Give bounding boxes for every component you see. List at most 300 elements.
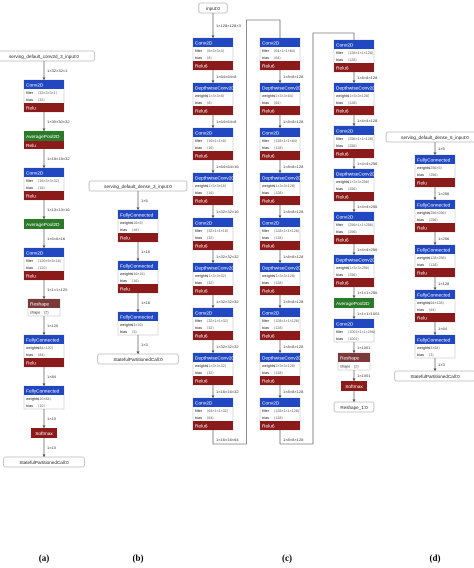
panel-c-col2-layer-4-param-1-value: ⟨128⟩: [274, 236, 283, 240]
panel-c-col3-edge-0-label: 1×8×8×128: [357, 75, 378, 80]
panel-d-edge-3-arrowhead: [434, 288, 437, 291]
panel-c-col1-layer-8-param-0-name: filter: [195, 409, 203, 413]
panel-a-layer-5-shape-value: {2}: [44, 310, 49, 315]
panel-c-col3-layer-0-param-0-value: ⟨128×1×1×128⟩: [348, 51, 374, 55]
panel-c-col1-layer-5-param-0-value: ⟨1×3×3×32⟩: [207, 274, 227, 278]
panel-c-col3-edge-0-arrowhead: [353, 81, 356, 84]
panel-a-layer-4-param-1-value: ⟨120⟩: [38, 266, 47, 270]
panel-b-edge-0-arrowhead: [137, 208, 140, 211]
panel-c-col2-edge-7-label: 1×8×8×128: [283, 389, 304, 394]
panel-d-layer-3-param-1-name: bias: [417, 308, 424, 312]
panel-c-col3-edge-2-label: 1×4×4×256: [357, 161, 378, 166]
panel-b-layer-1-title: FullyConnected: [120, 264, 154, 270]
panel-c-col2-edge-4-arrowhead: [279, 261, 282, 264]
panel-c-col2-layer-2-activation-label: Relu6: [262, 154, 275, 160]
panel-c-col1-layer-1-title: DepthwiseConv2D: [195, 86, 235, 92]
panel-c-col3-edge-6-label: 1×1×1×1001: [357, 311, 380, 316]
panel-c-col1-edge-3-arrowhead: [212, 216, 215, 219]
panel-a-layer-4-param-0-name: filter: [26, 259, 34, 263]
panel-c-col1-layer-2-activation-label: Relu6: [195, 154, 208, 160]
panel-c-col3-layer-5-param-1-name: bias: [336, 273, 343, 277]
panel-c-col1-edge-4-arrowhead: [212, 261, 215, 264]
panel-b-layer-2-param-0-name: weights: [120, 323, 133, 327]
panel-b-layer-2-param-1-value: ⟨3⟩: [132, 330, 137, 334]
panel-c-col1-layer-7-activation-label: Relu6: [195, 379, 208, 385]
panel-d-layer-1-title: FullyConnected: [417, 203, 451, 209]
panel-c-col3-layer-4-activation-label: Relu6: [336, 238, 349, 244]
panel-a-edge-8-label: 1×10: [47, 416, 57, 421]
panel-c-col3-layer-5-param-1-value: ⟨256⟩: [348, 273, 357, 277]
panel-c-col2-edge-1-label: 1×8×8×128: [283, 119, 304, 124]
panel-d-layer-0-param-1-value: ⟨256⟩: [429, 173, 438, 177]
panel-a-layer-7-param-0-name: weights: [26, 397, 39, 401]
panel-c-col1-layer-0-param-0-value: ⟨8×3×3×3⟩: [207, 49, 225, 53]
panel-a-layer-4-param-0-value: ⟨120×5×5×16⟩: [38, 259, 62, 263]
panel-c-col3-layer-0-param-1-value: ⟨128⟩: [348, 58, 357, 62]
panel-c-col2-layer-4-param-0-name: filter: [262, 229, 270, 233]
panel-a-layer-6-title: FullyConnected: [26, 338, 60, 344]
panel-c-col1-layer-0-activation-label: Relu6: [195, 64, 208, 70]
panel-b-layer-1-param-0-name: weights: [120, 272, 133, 276]
panel-c-col1-layer-4-param-1-value: ⟨32⟩: [207, 236, 214, 240]
panel-c-col3-layer-5-title: DepthwiseConv2D: [336, 258, 376, 264]
panel-a-edge-3-arrowhead: [43, 217, 46, 220]
panel-c-col2-layer-7-param-1-name: bias: [262, 371, 269, 375]
panel-a-edge-2-arrowhead: [43, 166, 46, 169]
panel-c-col1-layer-6-param-0-value: ⟨32×1×1×32⟩: [207, 319, 229, 323]
panel-a-edge-5-label: 1×1×1×120: [47, 287, 68, 292]
panel-c-col2-layer-0-title: Conv2D: [262, 41, 280, 47]
panel-a-layer-7-param-0-value: ⟨10×84⟩: [38, 397, 51, 401]
panel-c-col1-edge-7-label: 1×16×16×32: [216, 389, 239, 394]
panel-c-col2-layer-2-param-1-name: bias: [262, 146, 269, 150]
panel-c-col3-layer-8-shape-name: shape: [340, 364, 351, 369]
panel-d-edge-2-arrowhead: [434, 243, 437, 246]
panel-d-layer-2-param-1-name: bias: [417, 263, 424, 267]
panel-b-edge-1-arrowhead: [137, 259, 140, 262]
panel-c-col2-layer-0-param-1-name: bias: [262, 56, 269, 60]
panel-b-layer-0-activation-label: Relu: [120, 236, 130, 242]
panel-c-col3-layer-1-title: DepthwiseConv2D: [336, 86, 376, 92]
panel-a-layer-7-param-1-value: ⟨10⟩: [38, 404, 45, 408]
panel-c-input-text: input:0: [206, 6, 220, 11]
panel-c-col2-layer-6-param-0-value: ⟨128×1×1×128⟩: [274, 319, 300, 323]
panel-a-layer-0-title: Conv2D: [26, 83, 44, 89]
panel-a-edge-out-arrowhead: [43, 455, 46, 458]
panel-d-edge-1-arrowhead: [434, 198, 437, 201]
panel-c-col3-layer-2-activation-label: Relu6: [336, 152, 349, 158]
panel-c-col1-edge-0-arrowhead: [212, 81, 215, 84]
panel-c-col1-layer-4-activation-label: Relu6: [195, 244, 208, 250]
panel-a-edge-4-arrowhead: [43, 246, 46, 249]
panel-a-layer-4-activation-label: Relu: [26, 274, 36, 280]
panel-c-col1-layer-3-param-0-value: ⟨1×3×3×16⟩: [207, 184, 227, 188]
panel-c-col3-layer-0-title: Conv2D: [336, 43, 354, 49]
panel-a-layer-2-param-0-value: ⟨16×3×3×32⟩: [38, 179, 60, 183]
panel-d-output-text: StatefulPartitionedCall:0: [410, 374, 460, 379]
panel-b-input-text: serving_default_dense_3_input:0: [104, 184, 172, 189]
panel-c-col3-layer-4-title: Conv2D: [336, 215, 354, 221]
panel-c-col1-layer-2-param-0-value: ⟨16×1×1×8⟩: [207, 139, 227, 143]
panel-a-layer-2-param-0-name: filter: [26, 179, 34, 183]
panel-d-layer-2-param-1-value: ⟨128⟩: [429, 263, 438, 267]
panel-c-col1-layer-6-param-1-value: ⟨32⟩: [207, 326, 214, 330]
panel-a-edge-2-label: 1×15×15×32: [47, 156, 70, 161]
panel-c-col3-edge-3-label: 1×4×4×256: [357, 204, 378, 209]
panel-c-col2-layer-4-param-1-name: bias: [262, 236, 269, 240]
panel-a-edge-3-label: 1×13×13×16: [47, 207, 70, 212]
panel-c-col3-layer-7-param-0-value: ⟨1001×1×1×256⟩: [348, 330, 376, 334]
panel-c-col1-layer-8-title: Conv2D: [195, 401, 213, 407]
panel-c-col1-edge-5-arrowhead: [212, 306, 215, 309]
panel-a-layer-8-title: Softmax: [35, 432, 53, 437]
panel-c-col2-layer-2-title: Conv2D: [262, 131, 280, 137]
panel-d-layer-0-activation-label: Relu: [417, 181, 427, 187]
panel-c-col2-layer-8-title: Conv2D: [262, 401, 280, 407]
panel-c-col2-layer-1-title: DepthwiseConv2D: [262, 86, 302, 92]
panel-b-layer-1-param-1-name: bias: [120, 279, 127, 283]
panel-c-col1-edge-6-label: 1×32×32×32: [216, 344, 239, 349]
panel-c-col2-layer-8-param-1-name: bias: [262, 416, 269, 420]
panel-c-col3-layer-0-activation-label: Relu6: [336, 66, 349, 72]
panel-c-col3-layer-7-param-1-name: bias: [336, 337, 343, 341]
panel-d-edge-3-label: 1×128: [438, 281, 450, 286]
panel-c-col2-edge-2-arrowhead: [279, 171, 282, 174]
panel-d-layer-3-param-1-value: ⟨64⟩: [429, 308, 436, 312]
panel-a-edge-6-label: 1×120: [47, 323, 59, 328]
panel-b-output-text: StatefulPartitionedCall:0: [113, 357, 163, 362]
panel-c-col1-layer-2-title: Conv2D: [195, 131, 213, 137]
panel-c-col3-edge-4-arrowhead: [353, 253, 356, 256]
panel-d-layer-0-param-1-name: bias: [417, 173, 424, 177]
panel-c-col3-edge-1-label: 1×4×4×128: [357, 118, 378, 123]
panel-c-col2-layer-6-param-1-name: bias: [262, 326, 269, 330]
panel-c-col2-layer-2-param-0-name: filter: [262, 139, 270, 143]
panel-c-col3-layer-7-param-0-name: filter: [336, 330, 344, 334]
panel-a-layer-2-param-1-name: bias: [26, 186, 33, 190]
panel-b-edge-out-arrowhead: [137, 352, 140, 355]
panel-c-col1-layer-1-param-1-name: bias: [195, 101, 202, 105]
panel-c-col3-layer-4-param-1-name: bias: [336, 230, 343, 234]
panel-c-col3-layer-0-param-1-name: bias: [336, 58, 343, 62]
panel-b-layer-2-param-0-value: ⟨3×16⟩: [132, 323, 143, 327]
panel-d-layer-1-param-0-name: weights: [417, 211, 430, 215]
panel-c-col2-layer-0-param-1-value: ⟨64⟩: [274, 56, 281, 60]
panel-c-col3-layer-2-param-1-name: bias: [336, 144, 343, 148]
panel-c-col3-edge-7-arrowhead: [353, 351, 356, 354]
panel-c-col3-edge-9-arrowhead: [353, 400, 356, 403]
panel-b-layer-0-title: FullyConnected: [120, 213, 154, 219]
panel-c-col1-layer-6-title: Conv2D: [195, 311, 213, 317]
panel-a-layer-6-activation-label: Relu: [26, 361, 36, 367]
panel-a-layer-2-activation-label: Relu: [26, 194, 36, 200]
panel-c-col2-layer-2-param-0-value: ⟨128×1×1×64⟩: [274, 139, 298, 143]
panel-c-col2-layer-1-activation-label: Relu6: [262, 109, 275, 115]
panel-a-layer-1-activation-label: Relu: [26, 144, 36, 149]
panel-c-col1-layer-0-param-0-name: filter: [195, 49, 203, 53]
panel-c-col1-layer-7-title: DepthwiseConv2D: [195, 356, 235, 362]
panel-c-col2-layer-7-param-0-name: weights: [262, 364, 275, 368]
panel-a-edge-6-arrowhead: [43, 333, 46, 336]
panel-c-output-text: Reshape_1:0: [340, 405, 368, 410]
panel-d-layer-1-param-0-value: ⟨256×256⟩: [429, 211, 446, 215]
panel-c-col2-layer-7-param-1-value: ⟨128⟩: [274, 371, 283, 375]
panel-c-col1-layer-2-param-0-name: filter: [195, 139, 203, 143]
panel-a-layer-7-param-1-name: bias: [26, 404, 33, 408]
panel-c-col2-edge-3-arrowhead: [279, 216, 282, 219]
panel-d-layer-0-param-0-value: ⟨256×5⟩: [429, 166, 442, 170]
panel-c-col2-layer-5-param-1-value: ⟨128⟩: [274, 281, 283, 285]
panel-a-layer-6-param-0-value: ⟨84×120⟩: [38, 346, 53, 350]
panel-c-col2-edge-7-arrowhead: [279, 396, 282, 399]
panel-c-col2-layer-5-param-1-name: bias: [262, 281, 269, 285]
panel-c-col3-edge-8-arrowhead: [353, 379, 356, 382]
panel-c-col2-layer-5-activation-label: Relu6: [262, 289, 275, 295]
panel-c-col1-layer-6-param-0-name: filter: [195, 319, 203, 323]
panel-d-edge-2-label: 1×256: [438, 236, 450, 241]
panel-c-col1-layer-0-param-1-name: bias: [195, 56, 202, 60]
panel-c-input-edge-arrowhead: [212, 36, 215, 39]
panel-d-layer-1-param-1-name: bias: [417, 218, 424, 222]
panel-c-col1-layer-8-param-1-value: ⟨64⟩: [207, 416, 214, 420]
panel-c-col2-layer-0-param-0-name: filter: [262, 49, 270, 53]
panel-b-layer-2-title: FullyConnected: [120, 315, 154, 321]
panel-c-col2-layer-7-param-0-value: ⟨1×3×3×128⟩: [274, 364, 296, 368]
panel-a-layer-0-activation-label: Relu: [26, 106, 36, 112]
panel-c-col3-edge-5-arrowhead: [353, 296, 356, 299]
panel-c-col1-layer-5-param-0-name: weights: [195, 274, 208, 278]
panel-a-layer-6-param-1-name: bias: [26, 353, 33, 357]
panel-c-col3-layer-3-param-0-name: weights: [336, 180, 349, 184]
panel-c-col1-layer-5-activation-label: Relu6: [195, 289, 208, 295]
panel-c-col2-layer-6-param-0-name: filter: [262, 319, 270, 323]
panel-c-col2-layer-1-param-0-value: ⟨1×3×3×64⟩: [274, 94, 294, 98]
panel-c-col1-layer-0-param-1-value: ⟨8⟩: [207, 56, 212, 60]
panel-d-layer-3-activation-label: Relu: [417, 316, 427, 322]
panel-c-col3-layer-3-param-0-value: ⟨1×3×3×256⟩: [348, 180, 370, 184]
panel-a-layer-0-param-1-name: bias: [26, 98, 33, 102]
panel-a-edge-0-label: 1×32×32×1: [47, 68, 68, 73]
panel-c-col3-edge-8-label: 1×1001: [357, 373, 371, 378]
panel-c-col2-layer-3-title: DepthwiseConv2D: [262, 176, 302, 182]
panel-c-col2-layer-3-activation-label: Relu6: [262, 199, 275, 205]
panel-c-col2-edge-last-label: 1×8×8×128: [283, 437, 304, 442]
panel-a-edge-1-arrowhead: [43, 129, 46, 132]
panel-d-label: (d): [429, 553, 441, 563]
panel-d-layer-2-title: FullyConnected: [417, 248, 451, 254]
panel-a-layer-0-param-1-value: ⟨32⟩: [38, 98, 45, 102]
panel-b-edge-1-label: 1×16: [141, 249, 151, 254]
panel-c-col2-edge-3-label: 1×8×8×128: [283, 209, 304, 214]
panel-b-layer-0-param-0-value: ⟨16×5⟩: [132, 221, 143, 225]
panel-d-layer-4-param-1-value: ⟨3⟩: [429, 353, 434, 357]
panel-c-col1-edge-5-label: 1×32×32×32: [216, 299, 239, 304]
panel-d-layer-4-title: FullyConnected: [417, 338, 451, 344]
panel-a-input-text: serving_default_conv2d_3_input:0: [9, 54, 79, 59]
panel-a-edge-out-label: 1×10: [47, 445, 57, 450]
panel-c-input-edge-label: 1×128×128×3: [216, 23, 241, 28]
panel-c-col1-edge-7-arrowhead: [212, 396, 215, 399]
panel-c-col1-layer-7-param-1-value: ⟨32⟩: [207, 371, 214, 375]
panel-a-edge-4-label: 1×6×6×16: [47, 236, 66, 241]
panel-d-edge-4-label: 1×64: [438, 326, 448, 331]
panel-c-col3-layer-7-title: Conv2D: [336, 322, 354, 328]
panel-c-col1-layer-7-param-0-name: weights: [195, 364, 208, 368]
panel-c-col3-layer-3-activation-label: Relu6: [336, 195, 349, 201]
panel-c-col2-edge-5-arrowhead: [279, 306, 282, 309]
panel-c-col2-edge-6-arrowhead: [279, 351, 282, 354]
panel-d-edge-4-arrowhead: [434, 333, 437, 336]
panel-c-col3-layer-3-title: DepthwiseConv2D: [336, 172, 376, 178]
panel-c-col3-layer-0-param-0-name: filter: [336, 51, 344, 55]
panel-a-edge-1-label: 1×30×30×32: [47, 119, 70, 124]
panel-c-col3-edge-2-arrowhead: [353, 167, 356, 170]
panel-d-layer-4-param-0-name: weights: [417, 346, 430, 350]
panel-a-edge-0-arrowhead: [43, 78, 46, 81]
panel-c-col1-edge-1-arrowhead: [212, 126, 215, 129]
panel-b-layer-2-param-1-name: bias: [120, 330, 127, 334]
panel-c-col3-layer-5-param-0-name: weights: [336, 266, 349, 270]
panel-d-edge-0-arrowhead: [434, 153, 437, 156]
panel-a-layer-5-title: Reshape: [30, 302, 50, 308]
panel-c-col2-edge-0-arrowhead: [279, 81, 282, 84]
panel-c-col2-layer-3-param-1-name: bias: [262, 191, 269, 195]
panel-d-edge-out-label: 1×3: [438, 362, 445, 367]
panel-c-col3-edge-4-label: 1×4×4×256: [357, 247, 378, 252]
panel-d-layer-3-param-0-name: weights: [417, 301, 430, 305]
panel-c-col1-layer-8-param-0-value: ⟨64×1×1×32⟩: [207, 409, 229, 413]
panel-c-col1-layer-3-param-1-name: bias: [195, 191, 202, 195]
panel-c-col1-layer-3-param-0-name: weights: [195, 184, 208, 188]
panel-c-col1-edge-2-arrowhead: [212, 171, 215, 174]
panel-c-col1-layer-7-param-0-value: ⟨1×3×3×32⟩: [207, 364, 227, 368]
panel-c-col1-edge-4-label: 1×32×32×32: [216, 254, 239, 259]
panel-a-edge-7-label: 1×84: [47, 374, 57, 379]
panel-a-layer-6-param-0-name: weights: [26, 346, 39, 350]
panel-c-col1-layer-1-activation-label: Relu6: [195, 109, 208, 115]
panel-c-col1-layer-5-param-1-value: ⟨32⟩: [207, 281, 214, 285]
panel-c-col1-edge-3-label: 1×32×32×16: [216, 209, 239, 214]
panel-d-layer-4-param-1-name: bias: [417, 353, 424, 357]
panel-c-col3-edge-7-label: 1×1001: [357, 345, 371, 350]
panel-a-layer-0-param-0-name: filter: [26, 91, 34, 95]
panel-c-col1-layer-8-activation-label: Relu6: [195, 424, 208, 430]
panel-d-layer-0-title: FullyConnected: [417, 158, 451, 164]
panel-d-layer-0-param-0-name: weights: [417, 166, 430, 170]
panel-c-col3-layer-8-title: Reshape: [340, 356, 360, 362]
panel-c-col2-layer-3-param-1-value: ⟨128⟩: [274, 191, 283, 195]
panel-c-col1-layer-1-param-1-value: ⟨8⟩: [207, 101, 212, 105]
panel-d-layer-2-activation-label: Relu: [417, 271, 427, 277]
panel-d-input-text: serving_default_dense_6_input:0: [401, 135, 469, 140]
panel-c-col2-layer-1-param-1-name: bias: [262, 101, 269, 105]
panel-b-layer-1-param-0-value: ⟨16×16⟩: [132, 272, 145, 276]
panel-b-layer-1-param-1-value: ⟨16⟩: [132, 279, 139, 283]
panel-c-col1-layer-4-param-0-name: filter: [195, 229, 203, 233]
panel-d-layer-3-param-0-value: ⟨64×128⟩: [429, 301, 444, 305]
panel-a-layer-1-title: AveragePool2D: [26, 135, 60, 140]
panel-c-col3-layer-4-param-1-value: ⟨256⟩: [348, 230, 357, 234]
panel-c-col3-layer-7-param-1-value: ⟨1001⟩: [348, 337, 359, 341]
panel-d-layer-1-param-1-value: ⟨256⟩: [429, 218, 438, 222]
panel-d-edge-out-arrowhead: [434, 369, 437, 372]
panel-c-col1-edge-6-arrowhead: [212, 351, 215, 354]
panel-c-col1-layer-1-param-0-value: ⟨1×3×3×8⟩: [207, 94, 225, 98]
panel-c-col1-layer-3-title: DepthwiseConv2D: [195, 176, 235, 182]
panel-c-col2-edge-2-label: 1×8×8×128: [283, 164, 304, 169]
panel-b-layer-0-param-1-name: bias: [120, 228, 127, 232]
panel-c-col2-edge-6-label: 1×8×8×128: [283, 344, 304, 349]
panel-c-col3-layer-4-param-0-name: filter: [336, 223, 344, 227]
panel-a-output-text: StatefulPartitionedCall:0: [19, 460, 69, 465]
panel-c-col1-edge-2-label: 1×64×64×16: [216, 164, 239, 169]
panel-a-layer-0-param-0-value: ⟨32×3×3×1⟩: [38, 91, 58, 95]
panel-c-col1-layer-5-param-1-name: bias: [195, 281, 202, 285]
panel-c-col1-layer-3-param-1-value: ⟨16⟩: [207, 191, 214, 195]
panel-c-col1-edge-0-label: 1×64×64×8: [216, 74, 237, 79]
panel-c-col3-edge-5-label: 1×1×1×256: [357, 290, 378, 295]
panel-c-col3-edge-1-arrowhead: [353, 124, 356, 127]
panel-c-col2-layer-6-activation-label: Relu6: [262, 334, 275, 340]
panel-c-col3-layer-1-activation-label: Relu6: [336, 109, 349, 115]
panel-c-col2-layer-0-activation-label: Relu6: [262, 64, 275, 70]
panel-a-layer-4-title: Conv2D: [26, 251, 44, 257]
panel-d-layer-2-param-0-value: ⟨128×256⟩: [429, 256, 446, 260]
panel-d-layer-4-param-0-value: ⟨3×64⟩: [429, 346, 440, 350]
panel-b-label: (b): [132, 553, 144, 563]
panel-d-layer-2-param-0-name: weights: [417, 256, 430, 260]
panel-b-edge-out-label: 1×3: [141, 342, 148, 347]
panel-c-label: (c): [282, 553, 292, 563]
panel-c-col3-edge-3-arrowhead: [353, 210, 356, 213]
panel-c-col2-layer-1-param-1-value: ⟨64⟩: [274, 101, 281, 105]
panel-a-layer-4-param-1-name: bias: [26, 266, 33, 270]
panel-a-edge-5-arrowhead: [43, 297, 46, 300]
panel-c-col2-layer-4-activation-label: Relu6: [262, 244, 275, 250]
panel-c-col3-layer-6-title: AveragePool2D: [336, 302, 370, 307]
panel-c-col1-edge-1-label: 1×64×64×8: [216, 119, 237, 124]
panel-c-col2-layer-0-param-0-value: ⟨64×1×1×64⟩: [274, 49, 296, 53]
panel-d-layer-1-activation-label: Relu: [417, 226, 427, 232]
panel-c-col2-edge-1-arrowhead: [279, 126, 282, 129]
panel-d-edge-1-label: 1×256: [438, 191, 450, 196]
panel-c-col3-layer-2-param-1-value: ⟨256⟩: [348, 144, 357, 148]
panel-c-col3-layer-1-param-1-name: bias: [336, 101, 343, 105]
panel-c-col3-edge-6-arrowhead: [353, 317, 356, 320]
panel-c-col3-layer-3-param-1-value: ⟨256⟩: [348, 187, 357, 191]
panel-c-col1-layer-2-param-1-name: bias: [195, 146, 202, 150]
panel-b-layer-1-activation-label: Relu: [120, 287, 130, 293]
panel-c-col1-layer-6-param-1-name: bias: [195, 326, 202, 330]
panel-b-layer-0-param-0-name: weights: [120, 221, 133, 225]
panel-c-col3-layer-1-param-0-name: weights: [336, 94, 349, 98]
panel-c-col2-layer-5-title: DepthwiseConv2D: [262, 266, 302, 272]
panel-c-col2-layer-5-param-0-value: ⟨1×3×3×128⟩: [274, 274, 296, 278]
panel-c-col1-layer-2-param-1-value: ⟨16⟩: [207, 146, 214, 150]
panel-c-col1-layer-0-title: Conv2D: [195, 41, 213, 47]
panel-b-edge-0-label: 1×5: [141, 198, 148, 203]
panel-c-col2-layer-4-title: Conv2D: [262, 221, 280, 227]
panel-d-edge-0-label: 1×5: [438, 146, 445, 151]
panel-c-col1-edge-last-label: 1×16×16×64: [216, 437, 239, 442]
panel-c-col3-layer-3-param-1-name: bias: [336, 187, 343, 191]
panel-a-label: (a): [38, 553, 50, 563]
panel-c-col3-layer-1-param-1-value: ⟨128⟩: [348, 101, 357, 105]
panel-a-layer-2-param-1-value: ⟨16⟩: [38, 186, 45, 190]
panel-c-col2-layer-7-title: DepthwiseConv2D: [262, 356, 302, 362]
panel-b-edge-2-arrowhead: [137, 310, 140, 313]
panel-a-layer-2-title: Conv2D: [26, 171, 44, 177]
